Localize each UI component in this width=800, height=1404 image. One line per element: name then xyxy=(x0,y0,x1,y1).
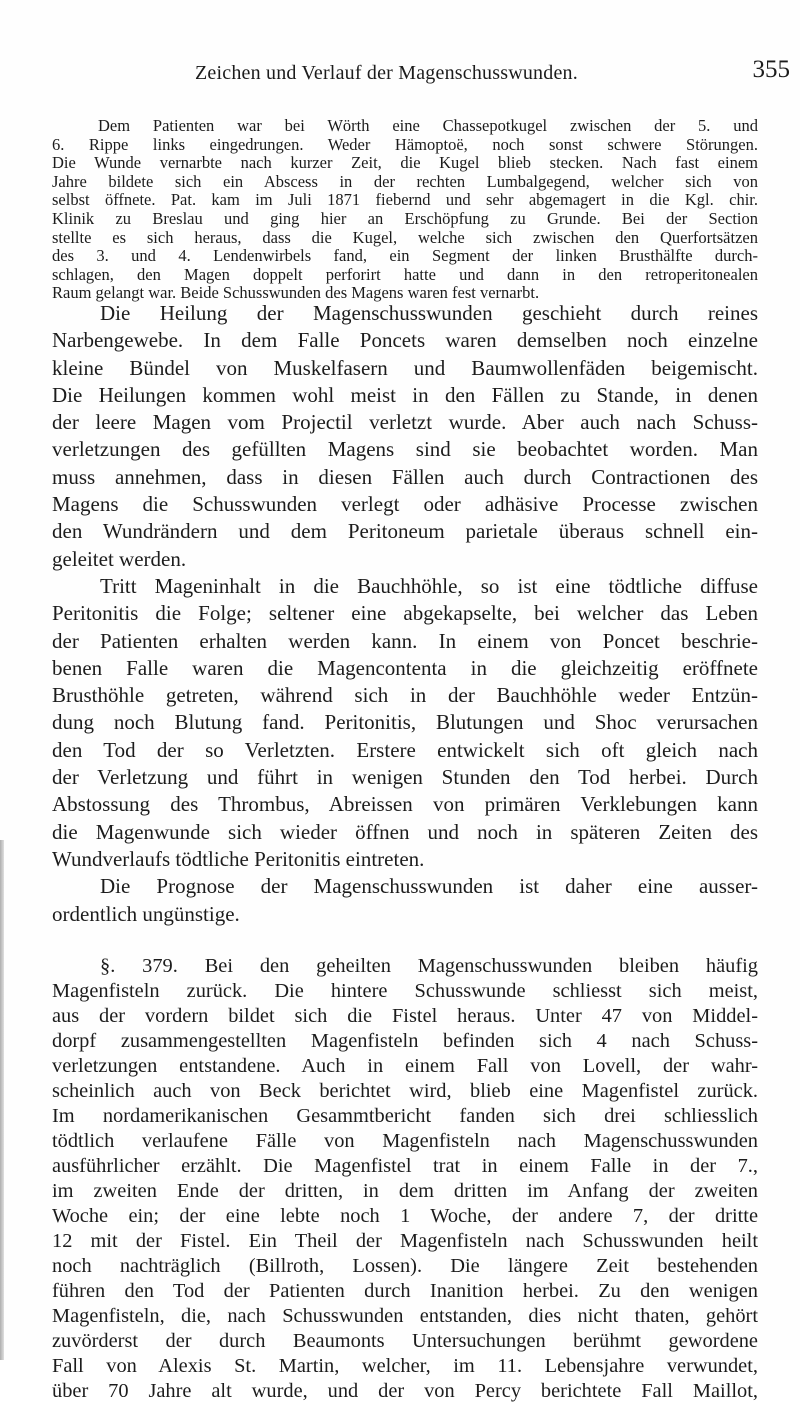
text-line: 12 mit der Fistel. Ein Theil der Magenfisteln nach Schusswunden heilt xyxy=(52,1230,758,1252)
text-line: dorpf zusammengestellten Magenfisteln befinden sich 4 nach Schuss- xyxy=(52,1030,758,1052)
text-line: ausführlicher erzählt. Die Magenfistel trat in einem Falle in der 7., xyxy=(52,1155,758,1177)
text-line: Klinik zu Breslau und ging hier an Erschöpfung zu Grunde. Bei der Section xyxy=(52,208,758,228)
text-line: Magens die Schusswunden verlegt oder adhäsive Processe zwischen xyxy=(52,492,758,517)
text-line: Magenfisteln, die, nach Schusswunden entstanden, dies nicht thaten, gehört xyxy=(52,1305,758,1327)
text-line: über 70 Jahre alt wurde, und der von Percy berichtete Fall Maillot, xyxy=(52,1380,758,1402)
text-line: Magenfisteln zurück. Die hintere Schusswunde schliesst sich meist, xyxy=(52,980,758,1002)
text-line: Woche ein; der eine lebte noch 1 Woche, der andere 7, der dritte xyxy=(52,1205,758,1227)
text-line: den Wundrändern und dem Peritoneum parietale überaus schnell ein- xyxy=(52,519,758,544)
text-line: Wundverlaufs tödtliche Peritonitis eintreten. xyxy=(52,846,425,871)
text-line: Peritonitis die Folge; seltener eine abgekapselte, bei welcher das Leben xyxy=(52,601,758,626)
text-line: der Patienten erhalten werden kann. In einem von Poncet beschrie- xyxy=(52,628,758,653)
text-line: Die Heilungen kommen wohl meist in den Fällen zu Stande, in denen xyxy=(52,382,758,407)
text-line: führen den Tod der Patienten durch Inanition herbei. Zu den wenigen xyxy=(52,1280,758,1302)
healing-paragraph xyxy=(52,300,758,573)
text-line: geleitet werden. xyxy=(52,546,187,571)
page-number: 355 xyxy=(752,56,790,83)
text-line: die Magenwunde sich wieder öffnen und noch in späteren Zeiten des xyxy=(52,819,758,844)
text-line: stellte es sich heraus, dass die Kugel, welche sich zwischen den Querfortsätzen xyxy=(52,227,758,247)
text-line: muss annehmen, dass in diesen Fällen auch durch Contractionen des xyxy=(52,464,758,489)
text-line: der leere Magen vom Projectil verletzt wurde. Aber auch nach Schuss- xyxy=(52,410,758,435)
text-line: Jahre bildete sich ein Abscess in der rechten Lumbalgegend, welcher sich von xyxy=(52,171,758,191)
text-line: noch nachträglich (Billroth, Lossen). Die längere Zeit bestehenden xyxy=(52,1255,758,1277)
prognosis-line: Die Prognose der Magenschusswunden ist daher eine ausser- xyxy=(100,874,758,899)
text-line: verletzungen entstandene. Auch in einem Fall von Lovell, der wahr- xyxy=(52,1055,758,1077)
text-line: scheinlich auch von Beck berichtet wird, blieb eine Magenfistel zurück. xyxy=(52,1080,758,1102)
text-line: zuvörderst der durch Beaumonts Untersuchungen berühmt gewordene xyxy=(52,1330,758,1352)
text-line: Dem Patienten war bei Wörth eine Chassepotkugel zwischen der 5. und xyxy=(98,116,758,135)
text-line: Narbengewebe. In dem Falle Poncets waren demselben noch einzelne xyxy=(52,328,758,353)
text-line: Brusthöhle getreten, während sich in der Bauchhöhle weder Entzün- xyxy=(52,683,758,708)
text-line: benen Falle waren die Magencontenta in die gleichzeitig eröffnete xyxy=(52,655,758,680)
text-line: §. 379. Bei den geheilten Magenschusswunden bleiben häufig xyxy=(100,955,758,977)
text-line: der Verletzung und führt in wenigen Stunden den Tod herbei. Durch xyxy=(52,765,758,790)
section-379-paragraph xyxy=(52,954,758,1404)
peritonitis-paragraph xyxy=(52,573,758,928)
page-header xyxy=(100,56,790,92)
page-gutter-shadow xyxy=(0,840,4,1360)
text-line: des 3. und 4. Lendenwirbels fand, ein Segment der linken Brusthälfte durch- xyxy=(52,246,758,266)
text-line: Tritt Mageninhalt in die Bauchhöhle, so ist eine tödtliche diffuse xyxy=(100,574,758,598)
text-line: Abstossung des Thrombus, Abreissen von primären Verklebungen kann xyxy=(52,792,758,817)
running-head: Zeichen und Verlauf der Magenschusswunden. xyxy=(195,62,578,84)
text-line: Im nordamerikanischen Gesammtbericht fanden sich drei schliesslich xyxy=(52,1105,758,1127)
text-line: schlagen, den Magen doppelt perforirt hatte und dann in den retroperitonealen xyxy=(52,264,758,284)
text-line: Fall von Alexis St. Martin, welcher, im 11. Lebensjahre verwundet, xyxy=(52,1355,758,1377)
text-line: aus der vordern bildet sich die Fistel heraus. Unter 47 von Middel- xyxy=(52,1005,758,1027)
text-line: selbst öffnete. Pat. kam im Juli 1871 fiebernd und sehr abgemagert in die Kgl. chir. xyxy=(52,190,758,210)
text-line: Die Heilung der Magenschusswunden geschieht durch reines xyxy=(100,301,758,325)
text-line: den Tod der so Verletzten. Erstere entwickelt sich oft gleich nach xyxy=(52,737,758,762)
text-line: dung noch Blutung fand. Peritonitis, Blutungen und Shoc verursachen xyxy=(52,710,758,735)
text-line: tödtlich verlaufene Fälle von Magenfisteln nach Magenschusswunden xyxy=(52,1130,758,1152)
text-line: kleine Bündel von Muskelfasern und Baumwollenfäden beigemischt. xyxy=(52,355,758,380)
text-line: im zweiten Ende der dritten, in dem dritten im Anfang der zweiten xyxy=(52,1180,758,1202)
text-line: Die Wunde vernarbte nach kurzer Zeit, die Kugel blieb stecken. Nach fast einem xyxy=(52,153,758,173)
text-line: Raum gelangt war. Beide Schusswunden des Magens waren fest vernarbt. xyxy=(52,283,540,303)
case-report-paragraph xyxy=(52,117,758,303)
text-line: 6. Rippe links eingedrungen. Weder Hämoptoë, noch sonst schwere Störungen. xyxy=(52,134,758,154)
text-line: verletzungen des gefüllten Magens sind sie beobachtet worden. Man xyxy=(52,437,758,462)
prognosis-line: ordentlich ungünstige. xyxy=(52,901,240,926)
